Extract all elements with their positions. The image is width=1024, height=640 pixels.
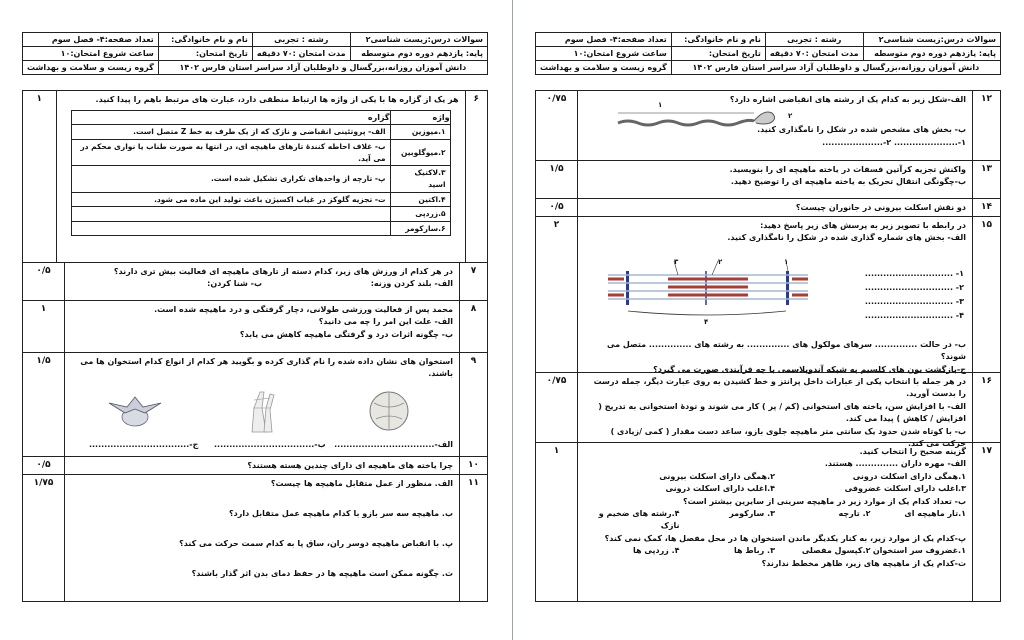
exam-page-right <box>513 0 1024 640</box>
word-header: واژه <box>390 111 450 125</box>
question-9 <box>23 353 487 457</box>
questions-grid-right <box>535 90 1001 602</box>
date-cell: تاریخ امتحان: <box>158 47 252 61</box>
question-text: هر یک از گزاره ها با یکی از واژه ها ارتباط منطقی دارد، عبارت های مرتبط باهم را پیدا کنید. <box>95 95 459 104</box>
question-6 <box>23 91 487 263</box>
statement-header: گزاره <box>71 111 390 125</box>
bone-figures <box>71 387 453 435</box>
exam-page-left <box>0 0 511 640</box>
option-a1: ۱.همگی دارای اسکلت درونی <box>852 471 966 481</box>
skull-figure <box>354 387 424 435</box>
question-number: ۱۳ <box>972 161 1000 198</box>
question-12 <box>536 91 1000 161</box>
statement-cell: پ- تارچه از واحدهای تکراری تشکیل شده است. <box>71 166 390 192</box>
question-13 <box>536 161 1000 199</box>
part-a: واکنش تجزیه کرآتین فسفات در یاخته ماهیچه ای را بنویسید. <box>729 165 966 174</box>
part-b: ب- تعداد کدام یک از موارد زیر در ماهیچه سرینی از سایرین بیشتر است؟ <box>682 496 966 506</box>
question-number: ۱۵ <box>972 217 1000 372</box>
question-number: ۹ <box>459 353 487 456</box>
question-text: محمد پس از فعالیت ورزشی طولانی، دچار گرفتگی و درد ماهیچه شده است. <box>154 305 453 314</box>
question-body <box>578 199 972 216</box>
field-cell: رشته : تجربی <box>765 33 863 47</box>
question-text: استخوان های نشان داده شده را نام گذاری کرده و بگویید هر کدام از انواع کدام استخوان ها می باشند. <box>80 357 453 379</box>
group-cell: گروه زیست و سلامت و بهداشت <box>23 61 159 75</box>
question-body <box>65 353 459 456</box>
option-b4: ۴.رشته های ضخیم و نازک <box>598 508 680 531</box>
statement-cell <box>71 221 390 236</box>
statement-cell <box>71 207 390 222</box>
question-text: در هر کدام از ورزش های زیر، کدام دسته از تارهای ماهیچه ای فعالیت بیش تری دارند؟ <box>113 267 453 276</box>
part-b: ب- شنا کردن: <box>207 279 262 289</box>
word-cell: ۴.اکتین <box>390 192 450 207</box>
name-cell: نام و نام خانوادگی: <box>671 33 765 47</box>
question-score: ۰/۷۵ <box>536 91 578 160</box>
question-number: ۷ <box>459 263 487 300</box>
question-text: دو نقش اسکلت بیرونی در جانوران چیست؟ <box>795 203 966 212</box>
duration-cell: مدت امتحان :۷۰ دقیقه <box>765 47 863 61</box>
part-a: الف- علت این امر را چه می دانید؟ <box>318 317 453 327</box>
question-score: ۱ <box>23 91 57 262</box>
question-number: ۱۴ <box>972 199 1000 216</box>
start-time-cell: ساعت شروع امتحان:۱۰ <box>23 47 159 61</box>
questions-grid-left <box>22 90 488 602</box>
question-text: چرا یاخته های ماهیچه ای دارای چندین هسته هستند؟ <box>247 461 453 470</box>
question-score: ۲ <box>536 217 578 372</box>
options-b <box>584 508 966 533</box>
part-b: ب- چگونه اثرات درد و گرفتگی ماهیچه کاهش می یابد؟ <box>239 329 453 339</box>
statement-cell: الف- پروتئینی انقباضی و نازک که از یک طرف به خط Z متصل است. <box>71 125 390 140</box>
option-c3: ۳. رباط ها <box>734 546 775 556</box>
subject-cell: سوالات درس:زیست شناسی۲ <box>350 33 487 47</box>
option-c2: ۲.کپسول مفصلی <box>801 546 871 556</box>
question-score: ۱/۵ <box>23 353 65 456</box>
figure-label-2: ۲ <box>718 258 723 266</box>
word-cell: ۱.میوزین <box>390 125 450 140</box>
answer-row <box>71 278 453 290</box>
date-cell: تاریخ امتحان: <box>671 47 765 61</box>
option-c4: ۴. زردپی ها <box>633 546 680 556</box>
question-body <box>65 457 459 474</box>
statement-cell: ت- تجزیه گلوکز در غیاب اکسیژن باعث تولید این ماده می شود. <box>71 192 390 207</box>
question-score: ۱/۷۵ <box>23 475 65 601</box>
part-c: ج-بازگشت یون های کلسیم به شبکه آندوپلاسمی با چه فرآیندی صورت می گیرد؟ <box>653 364 966 374</box>
part-c: پ. با انقباض ماهیچه دوسر ران، ساق پا به کدام سمت حرکت می کند؟ <box>179 539 453 548</box>
option-c1: ۱.غضروف سر استخوان <box>872 546 966 556</box>
grade-cell: پایه: یازدهم دوره دوم متوسطه <box>863 47 1000 61</box>
part-a: الف- بخش های شماره گذاری شده در شکل را نامگذاری کنید. <box>727 233 966 243</box>
part-b: ب-چگونگی انتقال تحریک به یاخته ماهیچه ای را توضیح دهید. <box>730 177 966 187</box>
blank-2: ۲- ............................. <box>864 283 964 292</box>
statement-cell: ب- غلاف احاطه کنندهٔ تارهای ماهیچه ای، در انتها به صورت طناب یا نواری محکم در می آید. <box>71 140 390 166</box>
name-cell: نام و نام خانوادگی: <box>158 33 252 47</box>
grade-cell: پایه: یازدهم دوره دوم متوسطه <box>350 47 487 61</box>
exam-header <box>22 32 488 75</box>
question-number: ۶ <box>465 91 487 262</box>
option-b2: ۲. تارچه <box>838 508 871 518</box>
question-11 <box>23 475 487 601</box>
duration-cell: مدت امتحان :۷۰ دقیقه <box>252 47 350 61</box>
school-cell: دانش آموزان روزانه،بزرگسال و داوطلبان آزاد سراسر استان فارس ۱۴۰۲ <box>671 61 1000 75</box>
word-cell: ۲.میوگلوبین <box>390 140 450 166</box>
answer-blanks <box>854 267 964 323</box>
question-number: ۸ <box>459 301 487 352</box>
question-16 <box>536 373 1000 448</box>
question-body <box>578 217 972 372</box>
option-a3: ۳.اغلب دارای اسکلت غضروفی <box>844 484 966 494</box>
question-score: ۱/۵ <box>536 161 578 198</box>
options-c <box>584 545 966 557</box>
figure-label-3: ۳ <box>674 258 679 266</box>
question-number: ۱۶ <box>972 373 1000 442</box>
question-body <box>65 475 459 601</box>
question-15 <box>536 217 1000 373</box>
matching-table <box>71 110 451 236</box>
question-score: ۰/۵ <box>536 199 578 216</box>
question-body <box>57 91 465 262</box>
school-cell: دانش آموزان روزانه،بزرگسال و داوطلبان آزاد سراسر استان فارس ۱۴۰۲ <box>158 61 487 75</box>
part-a: الف-................................. <box>334 439 453 449</box>
blank-1: ۱- ............................. <box>864 269 964 278</box>
part-b: ب- در حالت .............. سرهای مولکول های .............. به رشته های .............. متصل می شوند؟ <box>607 339 966 362</box>
question-7 <box>23 263 487 301</box>
option-b3: ۳. سارکومر <box>729 508 775 518</box>
option-a2: ۲.همگی دارای اسکلت بیرونی <box>659 471 775 481</box>
part-d: ت-کدام یک از ماهیچه های زیر، ظاهر مخطط ندارند؟ <box>761 558 966 568</box>
question-score: ۱ <box>536 443 578 601</box>
figure-label-1: ۱ <box>658 101 663 109</box>
question-number: ۱۱ <box>459 475 487 601</box>
question-body <box>578 373 972 448</box>
question-body <box>578 91 972 160</box>
part-c: پ-کدام یک از موارد زیر، به کنار یکدیگر ماندن استخوان ها در محل مفصل ها، کمک نمی کند؟ <box>604 533 966 543</box>
subject-cell: سوالات درس:زیست شناسی۲ <box>863 33 1000 47</box>
question-score: ۰/۵ <box>23 457 65 474</box>
question-number: ۱۲ <box>972 91 1000 160</box>
part-b: ب-................................. <box>214 439 326 449</box>
question-14 <box>536 199 1000 217</box>
group-cell: گروه زیست و سلامت و بهداشت <box>536 61 672 75</box>
part-a: الف- بلند کردن وزنه: <box>370 279 453 289</box>
part-b: ب- بخش های مشخص شده در شکل را نامگذاری کنید. <box>757 125 966 135</box>
blank-3: ۳- ............................. <box>864 297 964 306</box>
field-cell: رشته : تجربی <box>252 33 350 47</box>
question-text: گزینه صحیح را انتخاب کنید. <box>859 447 966 456</box>
word-cell: ۶.سارکومر <box>390 221 450 236</box>
options-a-row-1 <box>584 471 966 483</box>
pages-cell: تعداد صفحه:۴- فصل سوم <box>23 33 159 47</box>
word-cell: ۵.زردپی <box>390 207 450 222</box>
pages-cell: تعداد صفحه:۴- فصل سوم <box>536 33 672 47</box>
question-body <box>578 161 972 198</box>
vertebra-figure <box>100 387 170 435</box>
start-time-cell: ساعت شروع امتحان:۱۰ <box>536 47 672 61</box>
answer-blanks: ۱-..................... ۲-.................... <box>822 137 966 147</box>
sarcomere-figure <box>608 257 808 317</box>
question-number: ۱۷ <box>972 443 1000 601</box>
question-score: ۰/۷۵ <box>536 373 578 442</box>
question-score: ۰/۵ <box>23 263 65 300</box>
part-a: الف-شکل زیر به کدام یک از رشته های انقباضی اشاره دارد؟ <box>729 95 966 104</box>
question-8 <box>23 301 487 353</box>
part-a: الف- با افزایش سن، یاخته های استخوانی (کم / پر ) کار می شوند و تودهٔ استخوانی به تدریج ( افزایش / کاهش ) پیدا می کند. <box>598 401 966 424</box>
option-a4: ۴.اغلب دارای اسکلت درونی <box>665 484 775 494</box>
question-10 <box>23 457 487 475</box>
wrist-bones-figure <box>227 387 297 435</box>
part-a: الف. منظور از عمل متقابل ماهیچه ها چیست؟ <box>270 479 453 488</box>
question-body <box>578 443 972 601</box>
part-c: ج-................................. <box>88 439 199 449</box>
question-text: در رابطه با تصویر زیر به پرسش های زیر پاسخ دهید: <box>760 221 966 230</box>
part-a: الف- مهره داران .............. هستند. <box>824 459 966 469</box>
question-score: ۱ <box>23 301 65 352</box>
figure-label-4: ۴ <box>704 318 709 326</box>
question-body <box>65 301 459 352</box>
word-cell: ۳.لاکتیک اسید <box>390 166 450 192</box>
question-text: در هر جمله با انتخاب یکی از عبارات داخل پرانتز و خط کشیدن به روی عبارت دیگر، جمله درست را بدست آورید. <box>593 377 966 399</box>
figure-label-2: ۲ <box>788 112 793 120</box>
myosin-figure <box>614 105 784 133</box>
part-b: ب. ماهیچه سه سر بازو با کدام ماهیچه عمل متقابل دارد؟ <box>228 509 453 518</box>
exam-header <box>535 32 1001 75</box>
figure-label-1: ۱ <box>784 258 789 266</box>
part-b: ب- با کوتاه شدن حدود یک سانتی متر ماهیچه جلوی بازو، ساعد دست مقدار ( کمی /زیادی ) حرکت می کند. <box>610 426 966 448</box>
question-number: ۱۰ <box>459 457 487 474</box>
blank-4: ۴- ............................. <box>864 311 964 320</box>
option-b1: ۱.تار ماهیچه ای <box>904 508 966 518</box>
part-d: ت. چگونه ممکن است ماهیچه ها در حفظ دمای بدن اثر گذار باشند؟ <box>191 569 453 578</box>
answer-row <box>71 439 453 451</box>
question-body <box>65 263 459 300</box>
options-a-row-2 <box>584 483 966 495</box>
question-17 <box>536 443 1000 601</box>
